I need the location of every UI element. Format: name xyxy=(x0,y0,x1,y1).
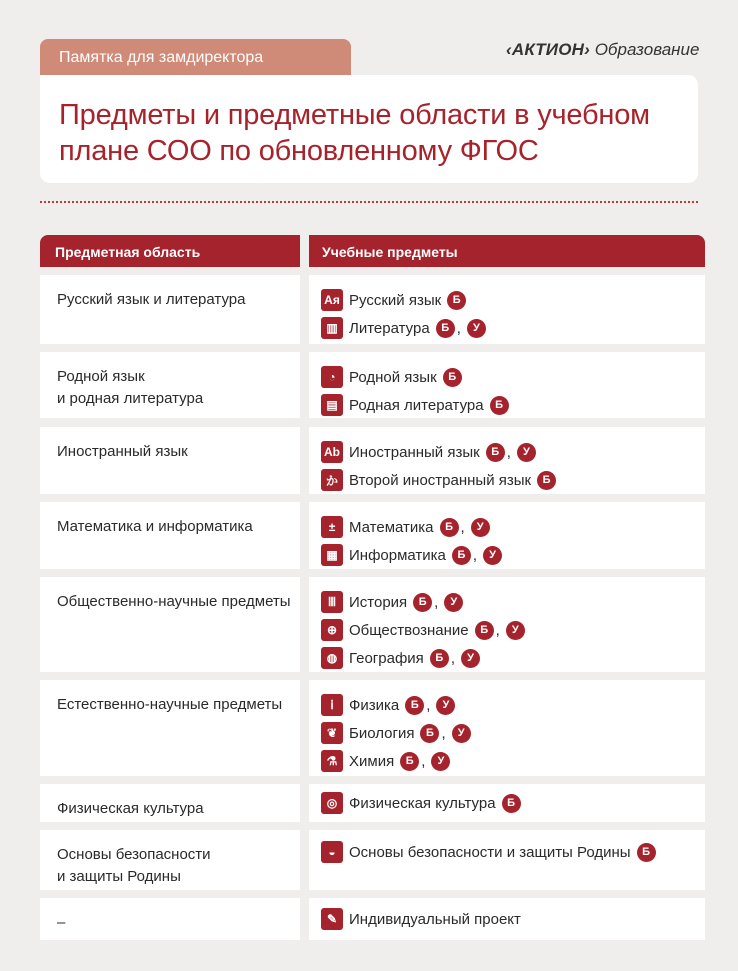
subject-item xyxy=(321,905,705,933)
foreign-language-icon: Ab xyxy=(321,441,343,463)
area-cell xyxy=(40,898,300,940)
area-cell xyxy=(40,275,300,344)
page-title xyxy=(59,97,682,169)
subject-item xyxy=(321,391,705,419)
subject-item: ▥ Литература Б , У xyxy=(321,314,705,342)
advanced-level-badge: У xyxy=(431,752,450,771)
subject-item: Ab Иностранный язык Б , У xyxy=(321,438,705,466)
advanced-level-badge: У xyxy=(436,696,455,715)
subject-name: Второй иностранный язык xyxy=(349,471,532,489)
subject-name: Химия xyxy=(349,752,395,770)
advanced-level-badge: У xyxy=(467,319,486,338)
area-label: Основы безопасности и защиты Родины xyxy=(57,846,211,885)
column-header-area: Предметная область xyxy=(40,235,300,267)
area-label: Русский язык и литература xyxy=(57,291,246,308)
subject-item: ⊕ Обществознание Б , У xyxy=(321,616,705,644)
area-cell xyxy=(40,784,300,822)
dotted-divider xyxy=(40,201,698,203)
project-icon: ✎ xyxy=(321,908,343,930)
title-line-2: плане СОО по обновленному ФГОС xyxy=(59,135,539,167)
leaf-icon: ❦ xyxy=(321,722,343,744)
area-cell xyxy=(40,352,300,418)
russian-language-icon: Ая xyxy=(321,289,343,311)
subjects-cell xyxy=(309,898,705,940)
area-label: Физическая культура xyxy=(57,800,204,817)
area-label: Родной язык и родная литература xyxy=(57,368,204,407)
subjects-cell xyxy=(309,830,705,890)
basic-level-badge: Б xyxy=(436,319,455,338)
basic-level-badge: Б xyxy=(490,396,509,415)
subject-item xyxy=(321,363,705,391)
subject-name: Родной язык xyxy=(349,368,437,386)
basic-level-badge: Б xyxy=(440,518,459,537)
basic-level-badge: Б xyxy=(405,696,424,715)
speech-bubble-icon: ◔ xyxy=(321,366,343,388)
subject-name: Физическая культура xyxy=(349,794,496,812)
helmet-icon: ◒ xyxy=(321,841,343,863)
subject-item: ▦ Информатика Б , У xyxy=(321,541,705,569)
area-label: Иностранный язык xyxy=(57,443,188,460)
subject-item xyxy=(321,789,705,817)
area-label: Общественно-научные предметы xyxy=(57,593,291,610)
subject-name: Русский язык xyxy=(349,291,442,309)
subject-item xyxy=(321,838,705,866)
subject-item xyxy=(321,466,705,494)
subject-name: Биология xyxy=(349,724,415,742)
subject-name: Математика xyxy=(349,518,434,536)
monitor-icon: ▦ xyxy=(321,544,343,566)
basic-level-badge: Б xyxy=(537,471,556,490)
subjects-cell xyxy=(309,275,705,344)
basic-level-badge: Б xyxy=(447,291,466,310)
advanced-level-badge: У xyxy=(471,518,490,537)
basic-level-badge: Б xyxy=(400,752,419,771)
basic-level-badge: Б xyxy=(637,843,656,862)
area-label: Математика и информатика xyxy=(57,518,253,535)
aktion-logo xyxy=(506,40,699,60)
basic-level-badge: Б xyxy=(486,443,505,462)
basic-level-badge: Б xyxy=(502,794,521,813)
subject-name: Литература xyxy=(349,319,430,337)
basic-level-badge: Б xyxy=(443,368,462,387)
subject-item: ± Математика Б , У xyxy=(321,513,705,541)
document-tag: Памятка для замдиректора xyxy=(40,39,351,75)
area-cell xyxy=(40,502,300,569)
logo-sub: Образование xyxy=(594,40,700,59)
basic-level-badge: Б xyxy=(430,649,449,668)
subject-item: Ⅲ История Б , У xyxy=(321,588,705,616)
subject-item: ❦ Биология Б , У xyxy=(321,719,705,747)
subject-name: Информатика xyxy=(349,546,446,564)
column-header-subjects: Учебные предметы xyxy=(309,235,705,267)
subjects-cell xyxy=(309,784,705,822)
open-book-icon: ▤ xyxy=(321,394,343,416)
area-cell xyxy=(40,680,300,776)
advanced-level-badge: У xyxy=(444,593,463,612)
subject-name: География xyxy=(349,649,424,667)
column-icon: Ⅲ xyxy=(321,591,343,613)
area-cell xyxy=(40,427,300,494)
subject-name: Индивидуальный проект xyxy=(349,910,521,928)
subject-item xyxy=(321,286,705,314)
kana-icon: か xyxy=(321,469,343,491)
subject-item: ◍ География Б , У xyxy=(321,644,705,672)
globe-icon: ◍ xyxy=(321,647,343,669)
subject-name: История xyxy=(349,593,408,611)
subjects-cell xyxy=(309,427,705,494)
subjects-cell xyxy=(309,577,705,672)
area-cell xyxy=(40,577,300,672)
advanced-level-badge: У xyxy=(517,443,536,462)
advanced-level-badge: У xyxy=(452,724,471,743)
subject-name: Физика xyxy=(349,696,400,714)
area-label: – xyxy=(57,914,66,931)
subject-name: Основы безопасности и защиты Родины xyxy=(349,843,631,861)
advanced-level-badge: У xyxy=(483,546,502,565)
subject-item: ⅰ Физика Б , У xyxy=(321,691,705,719)
basic-level-badge: Б xyxy=(413,593,432,612)
area-label: Естественно-научные предметы xyxy=(57,696,283,713)
books-icon: ▥ xyxy=(321,317,343,339)
logo-brand: ‹АКТИОН› xyxy=(506,40,590,59)
subjects-cell xyxy=(309,352,705,418)
ball-icon: ◎ xyxy=(321,792,343,814)
basic-level-badge: Б xyxy=(475,621,494,640)
math-symbols-icon: ± xyxy=(321,516,343,538)
subject-name: Иностранный язык xyxy=(349,443,480,461)
physics-icon: ⅰ xyxy=(321,694,343,716)
subject-name: Обществознание xyxy=(349,621,469,639)
subject-item: ⚗ Химия Б , У xyxy=(321,747,705,775)
title-card xyxy=(40,75,698,183)
advanced-level-badge: У xyxy=(506,621,525,640)
subjects-cell xyxy=(309,502,705,569)
area-cell xyxy=(40,830,300,890)
basic-level-badge: Б xyxy=(420,724,439,743)
flask-icon: ⚗ xyxy=(321,750,343,772)
advanced-level-badge: У xyxy=(461,649,480,668)
society-icon: ⊕ xyxy=(321,619,343,641)
subject-name: Родная литература xyxy=(349,396,484,414)
basic-level-badge: Б xyxy=(452,546,471,565)
title-line-1: Предметы и предметные области в учебном xyxy=(59,99,650,131)
subjects-cell xyxy=(309,680,705,776)
